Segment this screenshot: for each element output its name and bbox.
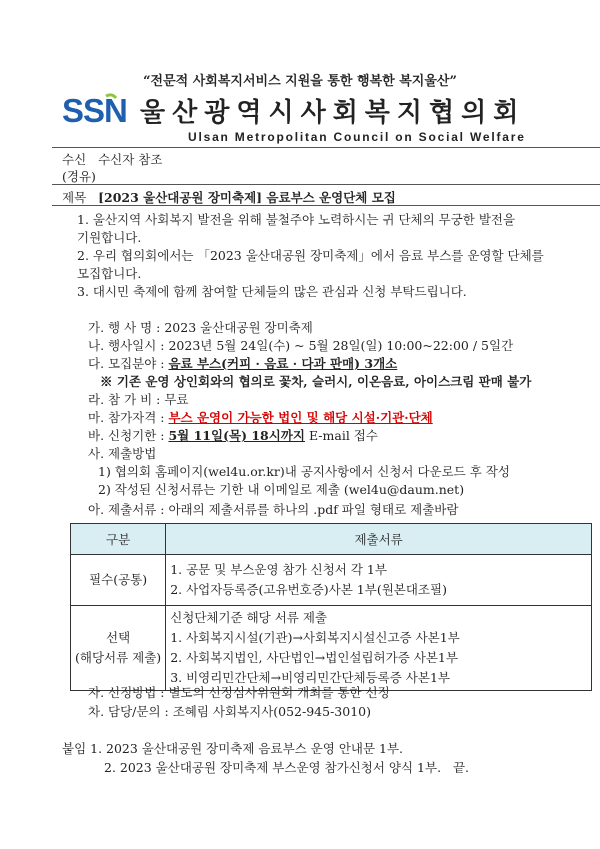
document-item: 신청단체기준 해당 서류 제출 (170, 610, 328, 625)
deadline-label: 바. 신청기한 : (88, 428, 169, 443)
method-label: 사. 제출방법 (88, 446, 157, 461)
category-label: 선택 (106, 630, 131, 645)
table-row (71, 606, 592, 691)
subject-label: 제목 (62, 190, 87, 205)
table-row (71, 555, 592, 606)
method-step-1: 1) 협의회 홈페이지(wel4u.or.kr)내 공지사항에서 신청서 다운로드 후 작성 (98, 464, 510, 479)
slogan: “전문적 사회복지서비스 지원을 통한 행복한 복지울산” (143, 74, 457, 89)
event-value: 2023 울산대공원 장미축제 (164, 320, 313, 335)
deadline-suffix: E-mail 접수 (304, 428, 378, 443)
attachment-2-text: 2. 2023 울산대공원 장미축제 부스운영 참가신청서 양식 1부. (104, 760, 442, 775)
field-value: 음료 부스(커피 · 음료 · 다과 판매) 3개소 (168, 356, 398, 371)
svg-text:SSN: SSN (62, 92, 127, 126)
event-label: 가. 행 사 명 : (88, 320, 165, 335)
table-row-items (166, 555, 592, 606)
field-label: 다. 모집분야 : (88, 356, 169, 371)
table-header-row (71, 524, 592, 555)
required-documents-table (70, 523, 592, 691)
recipient-value: 수신자 참조 (98, 152, 163, 167)
selection-line: 자. 선정방법 : 별도의 선정심사위원회 개최를 통한 선정 (88, 685, 390, 700)
date-line (88, 336, 513, 354)
table-header-documents: 제출서류 (166, 524, 592, 555)
paragraph-2b: 모집합니다. (77, 266, 142, 281)
document-item: 2. 사회복지법인, 사단법인→법인설립허가증 사본1부 (170, 650, 458, 665)
qualification-value: 부스 운영이 가능한 법인 및 해당 시설·기관·단체 (168, 410, 433, 425)
subject-value: [2023 울산대공원 장미축제] 음료부스 운영단체 모집 (98, 190, 396, 205)
table-header-category: 구분 (71, 524, 166, 555)
recipient-line (62, 150, 162, 168)
paragraph-1b: 기원합니다. (77, 230, 142, 245)
fee-label: 라. 참 가 비 : (88, 392, 165, 407)
subject-bottom-rule (52, 205, 600, 206)
qualification-label: 마. 참가자격 : (88, 410, 169, 425)
document-item: 3. 비영리민간단체→비영리민간단체등록증 사본1부 (170, 670, 450, 685)
deadline-line (88, 426, 378, 444)
contact-line: 차. 담당/문의 : 조혜림 사회복지사(052-945-3010) (88, 704, 371, 719)
field-note: ※ 기존 운영 상인회와의 협의로 꽃차, 슬러시, 이온음료, 아이스크림 판매 불가 (100, 374, 532, 389)
fee-value: 무료 (164, 392, 189, 407)
deadline-value: 5월 11일(목) 18시까지 (168, 428, 305, 443)
field-line (88, 354, 397, 372)
subject-top-rule (52, 184, 600, 185)
org-name: 울산광역시사회복지협의회 (140, 98, 526, 128)
via-line: (경유) (62, 169, 96, 184)
document-item: 2. 사업자등록증(고유번호증)사본 1부(원본대조필) (170, 582, 447, 597)
document-item: 1. 공문 및 부스운영 참가 신청서 각 1부 (170, 562, 387, 577)
method-step-2: 2) 작성된 신청서류는 기한 내 이메일로 제출 (wel4u@daum.net) (98, 482, 465, 497)
org-name-en: Ulsan Metropolitan Council on Social Welfare (188, 130, 526, 144)
end-mark: 끝. (452, 760, 470, 775)
header-rule (52, 147, 600, 148)
category-label: 필수(공통) (89, 572, 148, 587)
date-value: 2023년 5월 24일(수) ~ 5월 28일(일) 10:00~22:00 / 5일간 (168, 338, 514, 353)
qualification-line (88, 408, 433, 426)
table-row-items (166, 606, 592, 691)
table-row-category (71, 606, 166, 691)
recipient-label: 수신 (62, 152, 87, 167)
fee-line (88, 390, 189, 408)
table-row-category (71, 555, 166, 606)
subject-line (62, 188, 396, 206)
ssn-logo (62, 92, 132, 126)
event-line (88, 318, 313, 336)
category-sublabel: (해당서류 제출) (75, 650, 162, 665)
date-label: 나. 행사일시 : (88, 338, 169, 353)
docs-line: 아. 제출서류 : 아래의 제출서류를 하나의 .pdf 파일 형태로 제출바람 (88, 502, 459, 517)
paragraph-2a: 2. 우리 협의회에서는 「2023 울산대공원 장미축제」에서 음료 부스를 운영할 단체를 (77, 248, 544, 263)
paragraph-1a: 1. 울산지역 사회복지 발전을 위해 불철주야 노력하시는 귀 단체의 무궁한 발전을 (77, 212, 516, 227)
attachment-1: 붙임 1. 2023 울산대공원 장미축제 음료부스 운영 안내문 1부. (62, 741, 404, 756)
document-item: 1. 사회복지시설(기관)→사회복지시설신고증 사본1부 (170, 630, 460, 645)
attachment-2 (104, 758, 469, 776)
paragraph-3: 3. 대시민 축제에 함께 참여할 단체들의 많은 관심과 신청 부탁드립니다. (77, 284, 467, 299)
